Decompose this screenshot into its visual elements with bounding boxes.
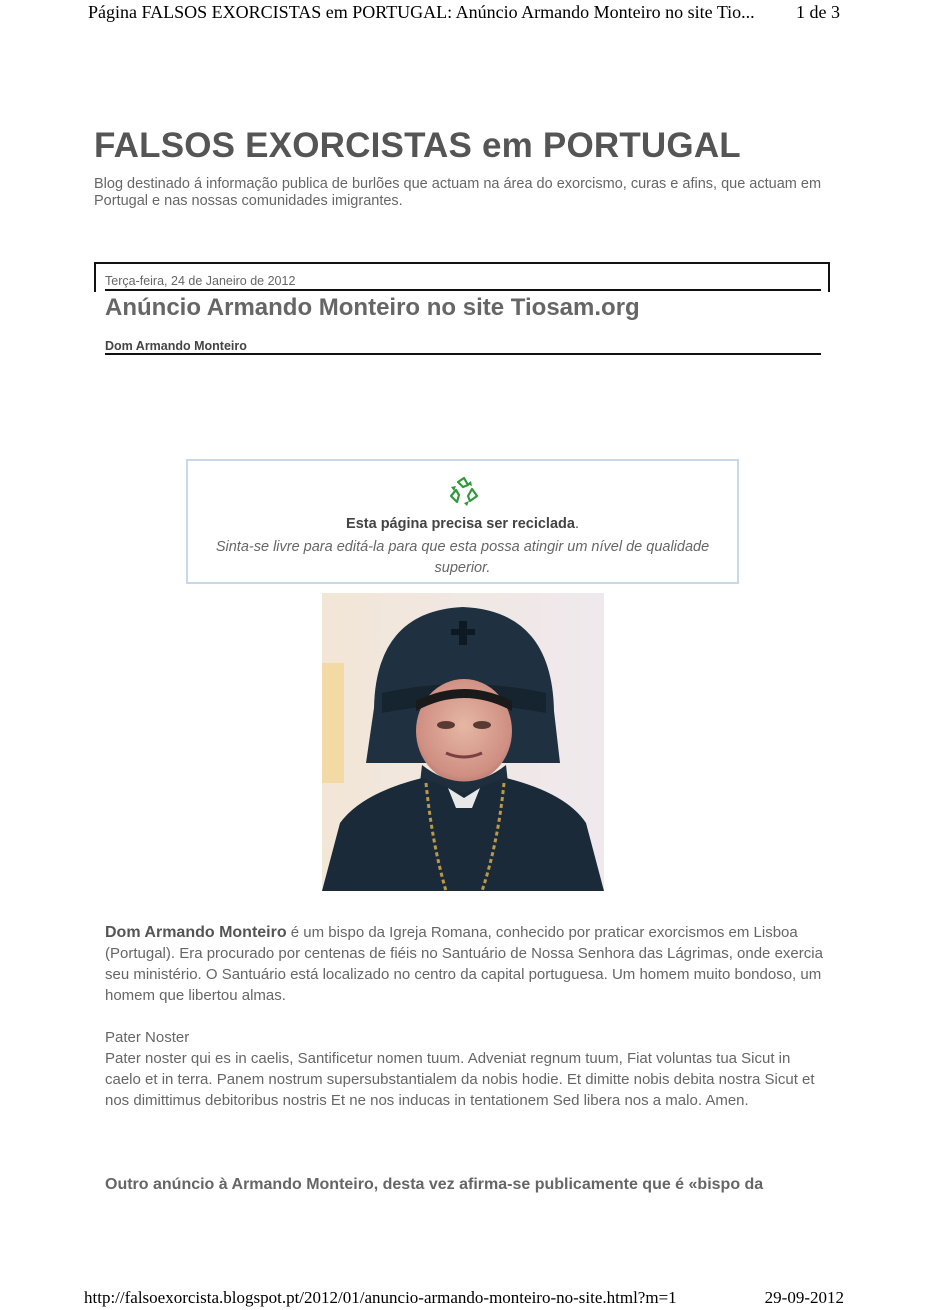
divider	[105, 289, 821, 291]
post-paragraph-bold: Dom Armando Monteiro	[105, 924, 287, 941]
post-paragraph-continued: Outro anúncio à Armando Monteiro, desta vez afirma-se publicamente que é «bispo da	[105, 1176, 764, 1193]
notice-italic: Sinta-se livre para editá-la para que esta possa atingir um nível de qualidade superior.	[215, 539, 710, 576]
recycle-icon	[448, 476, 480, 508]
notice-bold: Esta página precisa ser reciclada	[346, 516, 575, 532]
print-footer	[84, 1288, 844, 1310]
notice-headline	[188, 516, 737, 532]
recycle-notice	[186, 459, 739, 584]
divider	[105, 353, 821, 355]
bishop-portrait-photo	[322, 593, 604, 891]
post-paragraph	[105, 922, 825, 1006]
print-header-title: Página FALSOS EXORCISTAS em PORTUGAL: Anúncio Armando Monteiro no site Tio...	[88, 2, 755, 22]
portrait-illustration	[322, 593, 604, 891]
blog-title[interactable]: FALSOS EXORCISTAS em PORTUGAL	[94, 126, 741, 165]
pater-noster-title: Pater Noster	[105, 1029, 190, 1046]
post-date: Terça-feira, 24 de Janeiro de 2012	[105, 274, 296, 288]
post-paragraph-text: é um bispo da Igreja Romana, conhecido por praticar exorcismos em Lisboa (Portugal). Era procurado por centenas de fiéis no Santuário de Nossa Senhora das Lágrimas, onde exercia seu ministério. O Santuário está localizado no centro da capital portuguesa. Um homem muito bondoso, um homem que libertou almas.	[105, 924, 823, 1004]
notice-period: .	[574, 516, 579, 532]
pater-noster-block	[105, 1027, 825, 1111]
print-header	[88, 2, 848, 28]
print-footer-date: 29-09-2012	[764, 1288, 844, 1307]
pater-noster-text: Pater noster qui es in caelis, Santificetur nomen tuum. Adveniat regnum tuum, Fiat voluntas tua Sicut in caelo et in terra. Panem nostrum supersubstantialem da nobis hodie. Et dimitte nobis debita nostra Sicut et nos dimittimus debitoribus nostris Et ne nos inducas in tentationem Sed libera nos a malo. Amen.	[105, 1050, 815, 1109]
print-page-number: 1 de 3	[796, 2, 840, 22]
post-author: Dom Armando Monteiro	[105, 339, 247, 353]
post-title[interactable]: Anúncio Armando Monteiro no site Tiosam.org	[105, 294, 640, 321]
print-footer-url: http://falsoexorcista.blogspot.pt/2012/01/anuncio-armando-monteiro-no-site.html?m=1	[84, 1288, 677, 1307]
blog-description: Blog destinado á informação publica de burlões que actuam na área do exorcismo, curas e afins, que actuam em Portugal e nas nossas comunidades imigrantes.	[94, 176, 822, 209]
